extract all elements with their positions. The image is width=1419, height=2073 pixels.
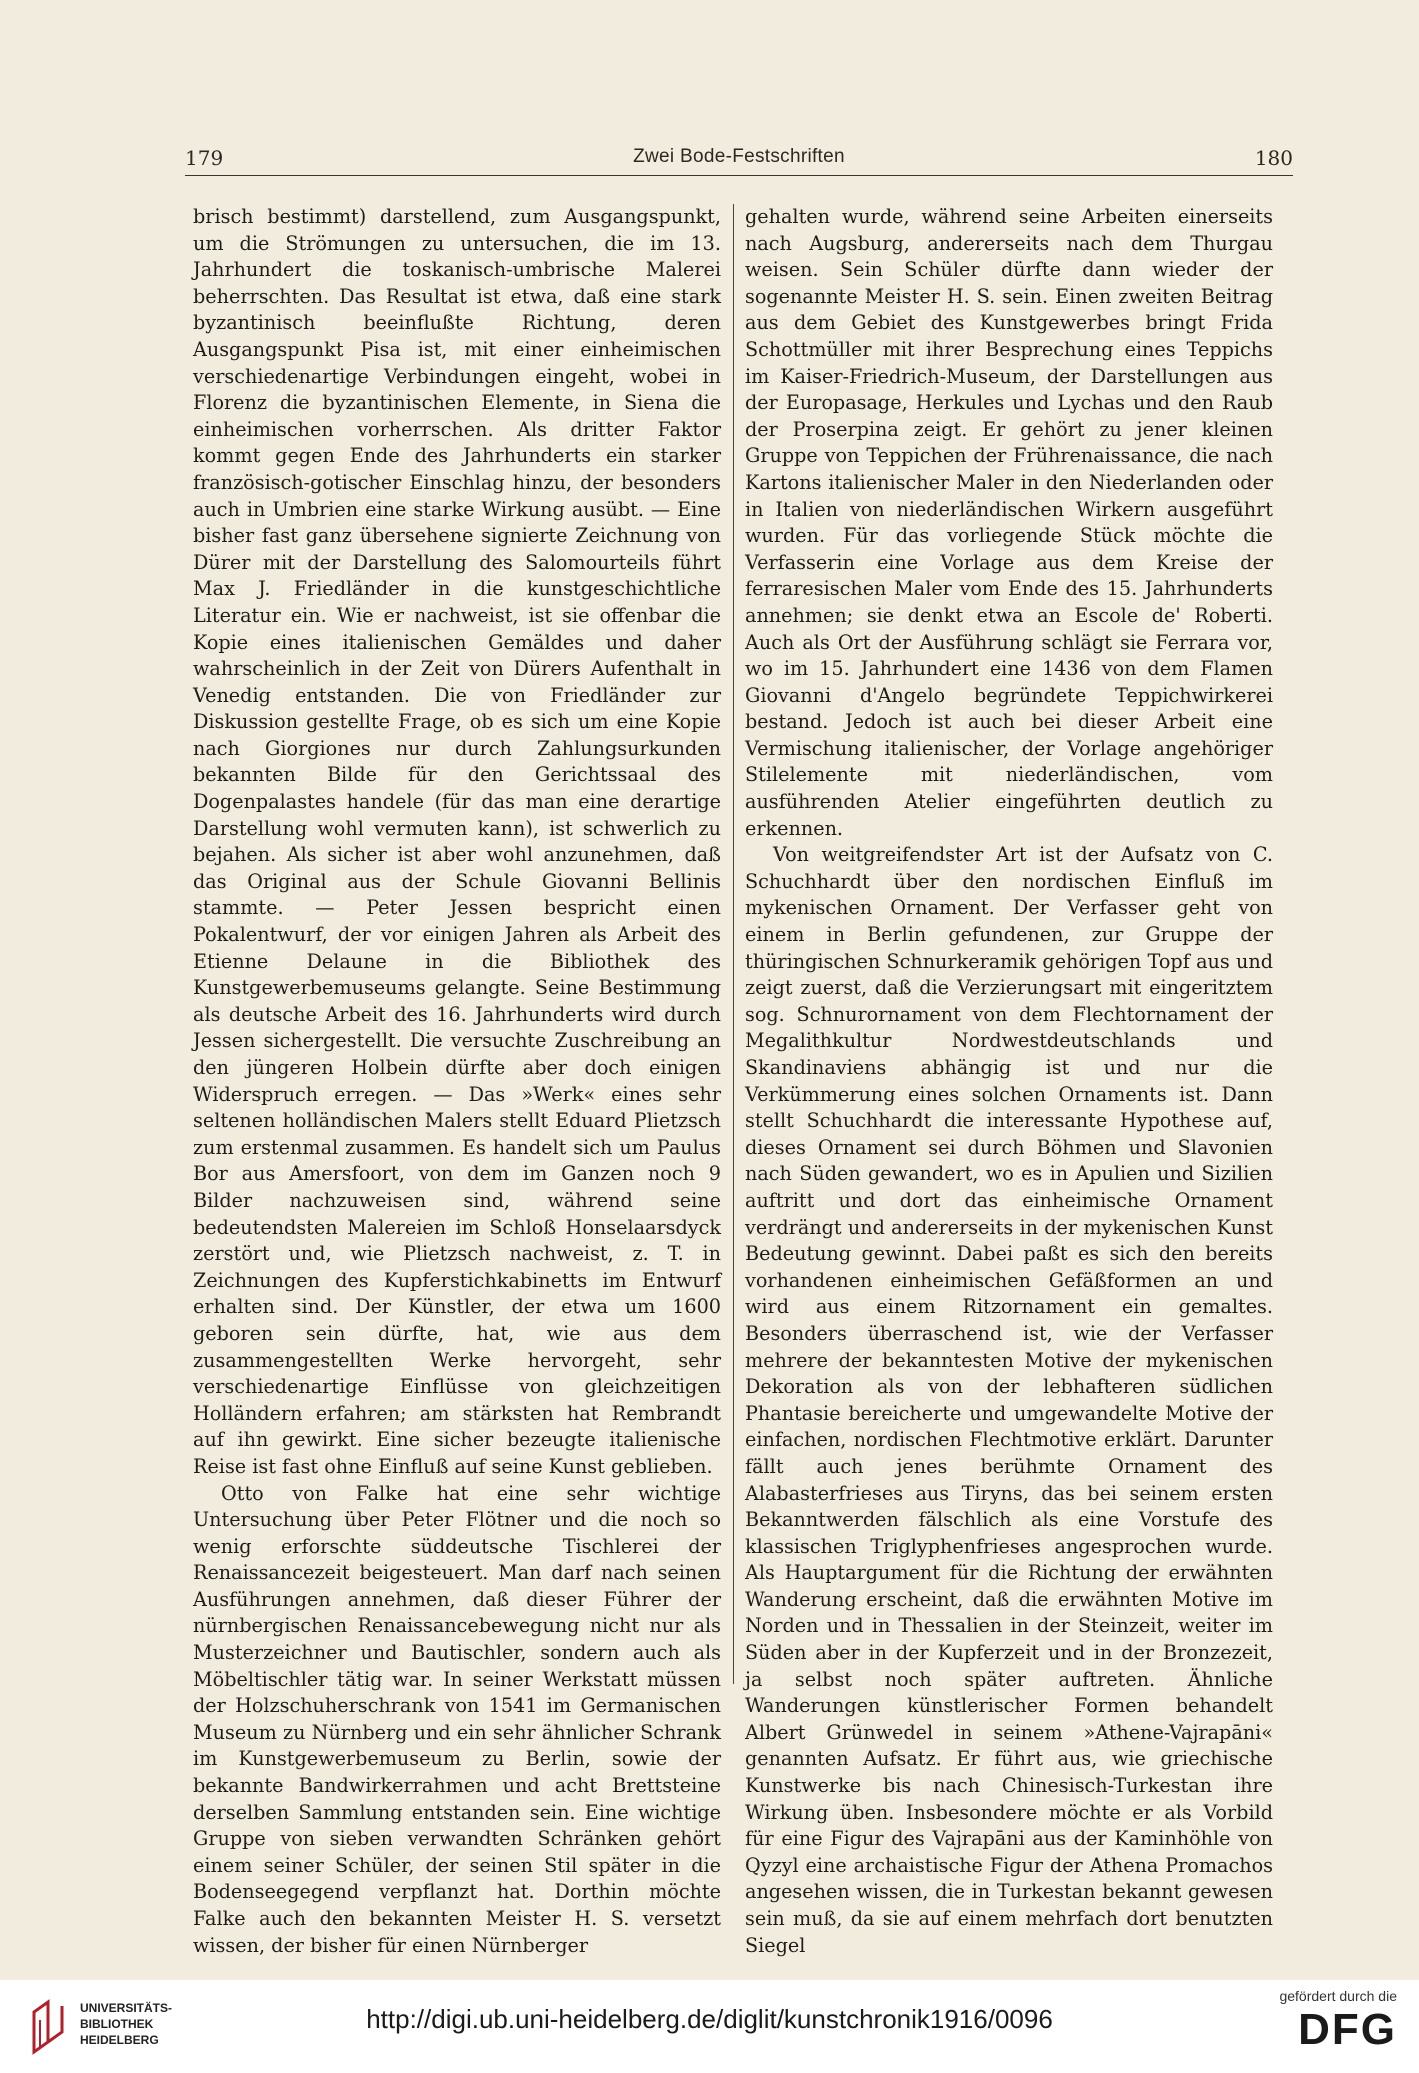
- permalink-url[interactable]: http://digi.ub.uni-heidelberg.de/diglit/kunstchronik1916/0096: [366, 2004, 1053, 2034]
- funded-by-caption: gefördert durch die: [1279, 1988, 1397, 2004]
- page-number-right: 180: [1254, 146, 1293, 170]
- right-paragraph-1: gehalten wurde, während seine Arbeiten einerseits nach Augsburg, andererseits nach dem Thurgau weisen. Sein Schüler dürfte dann wieder der sogenannte Meister H. S. sein. Einen zweiten Beitrag aus dem Gebiet des Kunstgewerbes bringt Frida Schottmüller mit ihrer Besprechung eines Teppichs im Kaiser-Friedrich-Museum, der Darstellungen aus der Europasage, Herkules und Lychas und den Raub der Proserpina zeigt. Er gehört zu jener kleinen Gruppe von Teppichen der Frührenaissance, die nach Kartons italienischer Maler in den Niederlanden oder in Italien von niederländischen Wirkern ausgeführt wurden. Für das vorliegende Stück möchte die Verfasserin eine Vorlage aus dem Kreise der ferraresischen Maler vom Ende des 15. Jahrhunderts annehmen; sie denkt etwa an Escole de' Roberti. Auch als Ort der Ausführung schlägt sie Ferrara vor, wo im 15. Jahrhundert eine 1436 von dem Flamen Giovanni d'Angelo begründete Teppichwirkerei bestand. Jedoch ist auch bei dieser Arbeit eine Vermischung italienischer, der Vorlage angehöriger Stilelemente mit niederländischen, vom ausführenden Atelier eingeführten deutlich zu erkennen.: [745, 205, 1273, 840]
- right-paragraph-2: Von weitgreifendster Art ist der Aufsatz von C. Schuchhardt über den nordischen Einfluß im mykenischen Ornament. Der Verfasser geht von einem in Berlin gefundenen, zur Gruppe der thüringischen Schnurkeramik gehörigen Topf aus und zeigt zuerst, daß die Verzierungsart mit eingeritztem sog. Schnurornament von dem Flechtornament der Megalithkultur Nordwestdeutschlands und Skandinaviens abhängig ist und nur die Verkümmerung eines solchen Ornaments ist. Dann stellt Schuchhardt die interessante Hypothese auf, dieses Ornament sei durch Böhmen und Slavonien nach Süden gewandert, wo es in Apulien und Sizilien auftritt und dort das einheimische Ornament verdrängt und andererseits in der mykenischen Kunst Bedeutung gewinnt. Dabei paßt es sich den bereits vorhandenen einheimischen Gefäßformen an und wird aus einem Ritzornament ein gemaltes. Besonders überraschend ist, wie der Verfasser mehrere der bekanntesten Motive der mykenischen Dekoration als von der lebhafteren südlichen Phantasie bereicherte und umgewandelte Motive der einfachen, nordischen Flechtmotive erklärt. Darunter fällt auch jenes berühmte Ornament des Alabasterfrieses aus Tiryns, das bei seinem ersten Bekanntwerden fälschlich als eine Vorstufe des klassischen Triglyphenfrieses angesprochen wurde. Als Hauptargument für die Richtung der erwähnten Wanderung erscheint, daß die erwähnten Motive im Norden und in Thessalien in der Steinzeit, weiter im Süden aber in der Kupferzeit und in der Bronzezeit, ja selbst noch später auftreten. Ähnliche Wanderungen künstlerischer Formen behandelt Albert Grünwedel in seinem »Athene-Vajrapāni« genannten Aufsatz. Er führt aus, wie griechische Kunstwerke bis nach Chinesisch-Turkestan ihre Wirkung üben. Insbesondere möchte er als Vorbild für eine Figur des Vajrapāni aus der Kaminhöhle von Qyzyl eine archaistische Figur der Athena Promachos angesehen wissen, die in Turkestan bekannt gewesen sein muß, da sie auf einem mehrfach dort benutzten Siegel: [745, 843, 1273, 1957]
- running-head: [185, 140, 1293, 174]
- dfg-logo: DFG: [1298, 2005, 1397, 2054]
- left-paragraph-2: Otto von Falke hat eine sehr wichtige Untersuchung über Peter Flötner und die noch so wenig erforschte süddeutsche Tischlerei der Renaissancezeit beigesteuert. Man darf nach seinen Ausführungen annehmen, daß dieser Führer der nürnbergischen Renaissancebewegung nicht nur als Musterzeichner und Bautischler, sondern auch als Möbeltischler tätig war. In seiner Werkstatt müssen der Holzschuherschrank von 1541 im Germanischen Museum zu Nürnberg und ein sehr ähnlicher Schrank im Kunstgewerbemuseum zu Berlin, sowie der bekannte Bandwirkerrahmen und acht Brettsteine derselben Sammlung entstanden sein. Eine wichtige Gruppe von sieben verwandten Schränken gehört einem seiner Schüler, der seinen Stil später in die Bodenseegegend verpflanzt hat. Dorthin möchte Falke auch den bekannten Meister H. S. versetzt wissen, der bisher für einen Nürnberger: [193, 1481, 721, 1957]
- page-number-left: 179: [185, 146, 224, 170]
- running-title: Zwei Bode-Festschriften: [633, 146, 845, 167]
- right-column: [745, 204, 1273, 1959]
- column-divider: [733, 204, 734, 1684]
- left-column: [193, 204, 721, 1959]
- left-paragraph-1: brisch bestimmt) darstellend, zum Ausgangspunkt, um die Strömungen zu untersuchen, die im 13. Jahrhundert die toskanisch-umbrische Malerei beherrschten. Das Resultat ist etwa, daß eine stark byzantinisch beeinflußte Richtung, deren Ausgangspunkt Pisa ist, mit einer einheimischen verschiedenartige Verbindungen eingeht, wobei in Florenz die byzantinischen Elemente, in Siena die einheimischen vorherrschen. Als dritter Faktor kommt gegen Ende des Jahrhunderts ein starker französisch-gotischer Einschlag hinzu, der besonders auch in Umbrien eine starke Wirkung ausübt. — Eine bisher fast ganz übersehene signierte Zeichnung von Dürer mit der Darstellung des Salomourteils führt Max J. Friedländer in die kunstgeschichtliche Literatur ein. Wie er nachweist, ist sie offenbar die Kopie eines italienischen Gemäldes und daher wahrscheinlich in der Zeit von Dürers Aufenthalt in Venedig entstanden. Die von Friedländer zur Diskussion gestellte Frage, ob es sich um eine Kopie nach Giorgiones nur durch Zahlungsurkunden bekannten Bilde für den Gerichtssaal des Dogenpalastes handele (für das man eine derartige Darstellung wohl vermuten kann), ist schwerlich zu bejahen. Als sicher ist aber wohl anzunehmen, daß das Original aus der Schule Giovanni Bellinis stammte. — Peter Jessen bespricht einen Pokalentwurf, der vor einigen Jahren als Arbeit des Etienne Delaune in die Bibliothek des Kunstgewerbemuseums gelangte. Seine Bestimmung als deutsche Arbeit des 16. Jahrhunderts wird durch Jessen sichergestellt. Die versuchte Zuschreibung an den jüngeren Holbein dürfte aber doch einigen Widerspruch erregen. — Das »Werk« eines sehr seltenen holländischen Malers stellt Eduard Plietzsch zum erstenmal zusammen. Es handelt sich um Paulus Bor aus Amersfoort, von dem im Ganzen noch 9 Bilder nachzuweisen sind, während seine bedeutendsten Malereien im Schloß Honselaarsdyck zerstört und, wie Plietzsch nachweist, z. T. in Zeichnungen des Kupferstichkabinetts im Entwurf erhalten sind. Der Künstler, der etwa um 1600 geboren sein dürfte, hat, wie aus dem zusammengestellten Werke hervorgeht, sehr verschiedenartige Einflüsse von gleichzeitigen Holländern erfahren; am stärksten hat Rembrandt auf ihn gewirkt. Eine sicher bezeugte italienische Reise ist fast ohne Einfluß auf seine Kunst geblieben.: [193, 205, 721, 1478]
- header-rule: [185, 175, 1293, 176]
- digitization-footer: [0, 1980, 1419, 2073]
- dfg-credit: [1247, 1988, 1397, 2054]
- library-name: UNIVERSITÄTS- BIBLIOTHEK HEIDELBERG: [80, 2001, 173, 2047]
